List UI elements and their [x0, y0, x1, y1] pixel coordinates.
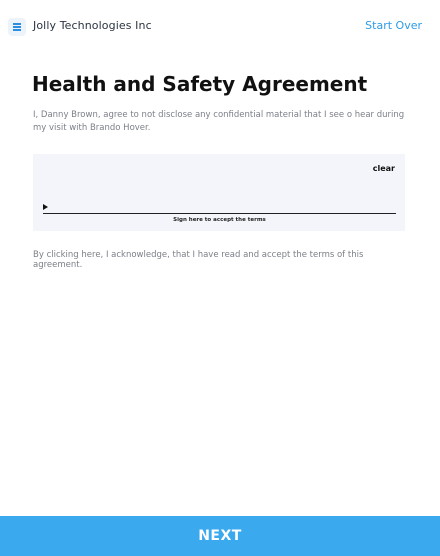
signature-pad[interactable]: [33, 154, 405, 231]
signature-line: [43, 213, 396, 214]
hamburger-menu-icon[interactable]: [8, 18, 26, 36]
next-button[interactable]: NEXT: [0, 516, 440, 556]
menu-bar-middle: [13, 26, 21, 28]
acknowledge-text[interactable]: By clicking here, I acknowledge, that I have read and accept the terms of this agreement.: [33, 250, 364, 270]
company-name: Jolly Technologies Inc: [33, 19, 152, 32]
agreement-text: I, Danny Brown, agree to not disclose any confidential material that I see o hear during my visit with Brando Hover.: [33, 110, 405, 133]
play-arrow-icon: [43, 204, 48, 210]
start-over-link[interactable]: Start Over: [365, 19, 422, 32]
app-header: [0, 0, 440, 54]
signature-caption: Sign here to accept the terms: [173, 217, 266, 223]
page-title: Health and Safety Agreement: [32, 72, 368, 96]
menu-bar-bottom: [13, 29, 21, 31]
clear-signature-button[interactable]: clear: [372, 164, 395, 173]
menu-bar-top: [13, 23, 21, 25]
